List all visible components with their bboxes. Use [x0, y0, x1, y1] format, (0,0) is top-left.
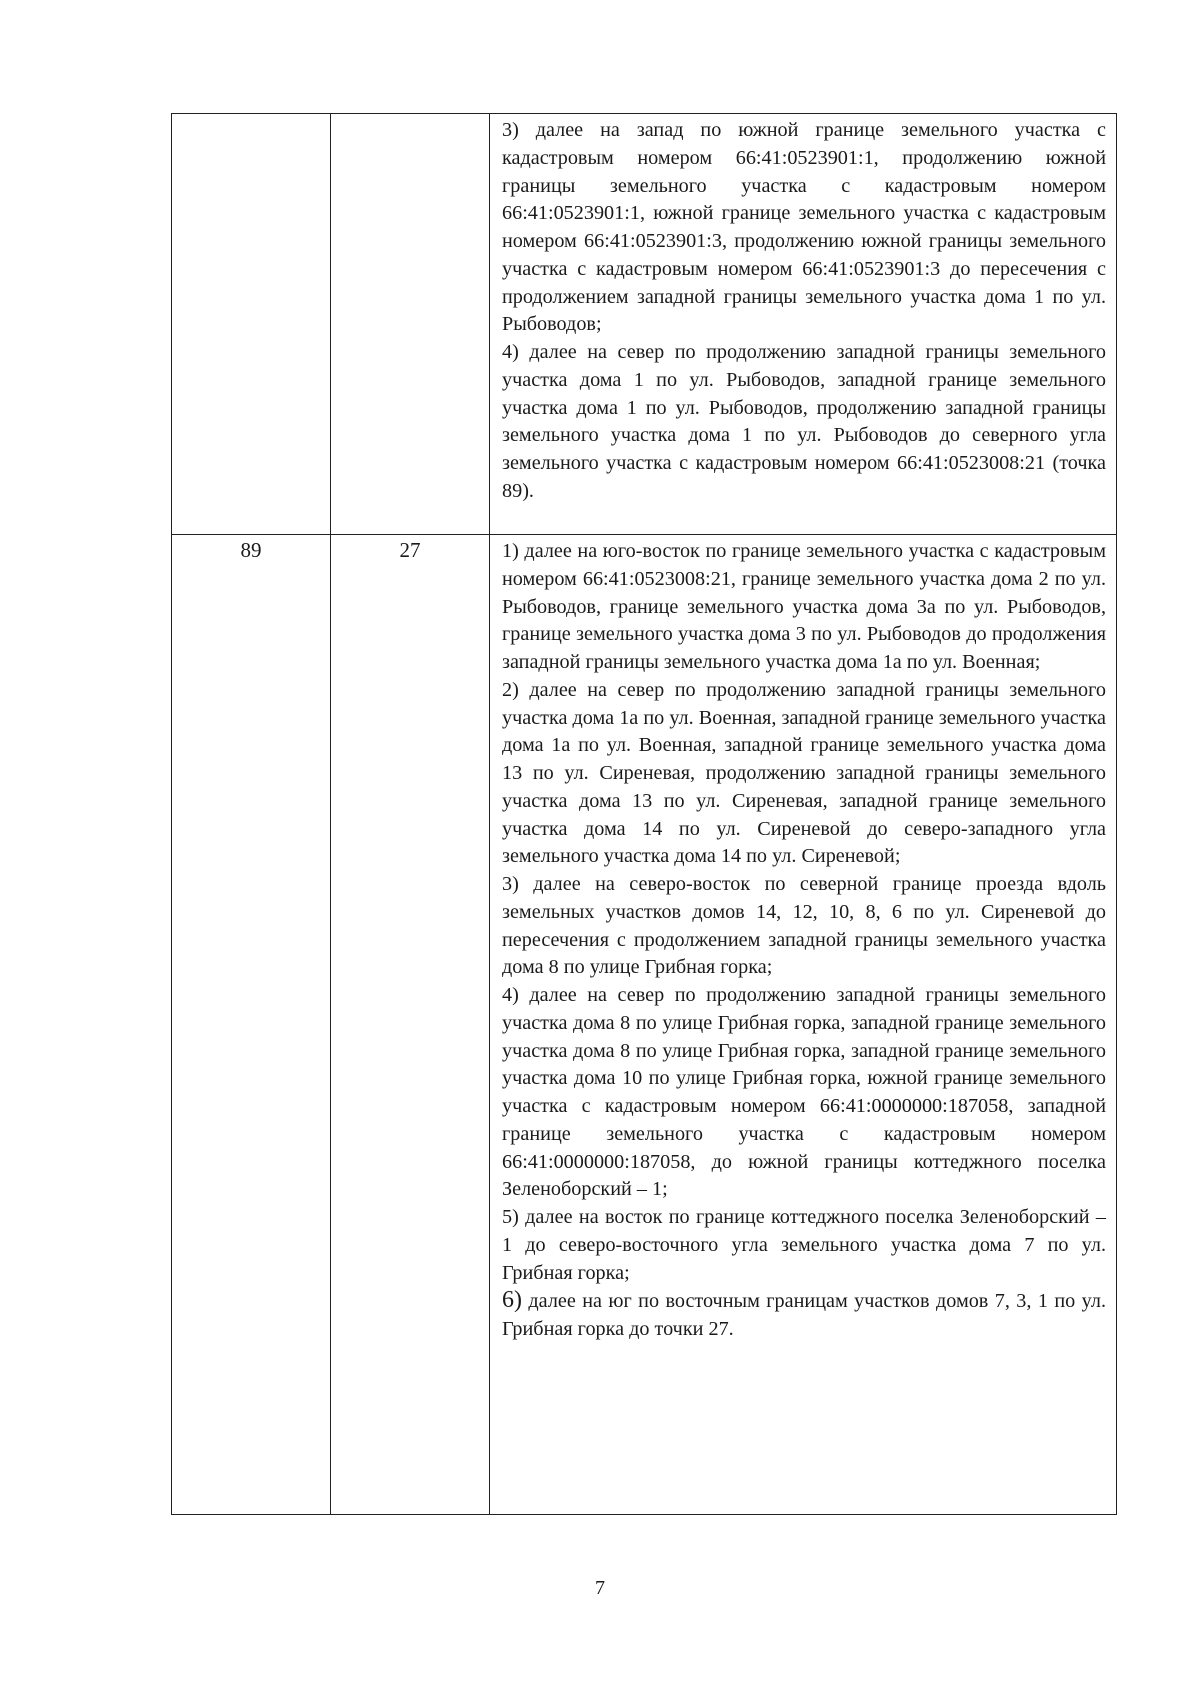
table-row — [172, 535, 1117, 1515]
description-text — [490, 114, 1116, 506]
description-paragraph: 5) далее на восток по границе коттеджного поселка Зеленоборский – 1 до северо-восточного угла земельного участка дома 7 по ул. Грибная горка; — [502, 1206, 1106, 1284]
boundary-table — [171, 113, 1117, 1515]
description-paragraph: 3) далее на северо-восток по северной границе проезда вдоль земельных участков домов 14, 12, 10, 8, 6 по ул. Сиреневой до пересечения с продолжением западной границы земельного участка дома 8 по улице Грибная горка; — [502, 873, 1106, 979]
description-text — [490, 535, 1116, 1344]
start-point-cell — [172, 114, 331, 535]
end-point-cell — [331, 114, 490, 535]
page-number: 7 — [595, 1577, 605, 1599]
description-paragraph: 2) далее на север по продолжению западной границы земельного участка дома 1а по ул. Военная, западной границе земельного участка дома 1а по ул. Военная, западной границе земельного участка дома 13 по ул. Сиреневая, продолжению западной границы земельного участка дома 13 по ул. Сиреневая, западной границе земельного участка дома 14 по ул. Сиреневой до северо-западного угла земельного участка дома 14 по ул. Сиреневой; — [502, 678, 1106, 868]
table-row — [172, 114, 1117, 535]
paragraph-number: 6) — [502, 1287, 522, 1314]
description-paragraph: 4) далее на север по продолжению западной границы земельного участка дома 8 по улице Грибная горка, западной границе земельного участка дома 8 по улице Грибная горка, западной границе земельного участка дома 10 по улице Грибная горка, южной границе земельного участка с кадастровым номером 66:41:0000000:187058, западной границе земельного участка с кадастровым номером 66:41:0000000:187058, до южной границы коттеджного поселка Зеленоборский – 1; — [502, 984, 1106, 1201]
description-paragraph: 3) далее на запад по южной границе земельного участка с кадастровым номером 66:41:0523901:1, продолжению южной границы земельного участка с кадастровым номером 66:41:0523901:1, южной границе земельного участка с кадастровым номером 66:41:0523901:3, продолжению южной границы земельного участка с кадастровым номером 66:41:0523901:3 до пересечения с продолжением западной границы земельного участка дома 1 по ул. Рыбоводов; — [502, 119, 1106, 336]
start-point-cell: 89 — [172, 535, 331, 1515]
description-paragraph: 1) далее на юго-восток по границе земельного участка с кадастровым номером 66:41:0523008:21, границе земельного участка дома 2 по ул. Рыбоводов, границе земельного участка дома 3а по ул. Рыбоводов, границе земельного участка дома 3 по ул. Рыбоводов до продолжения западной границы земельного участка дома 1а по ул. Военная; — [502, 540, 1106, 673]
description-cell — [490, 535, 1117, 1515]
description-paragraph — [502, 1287, 1106, 1344]
end-point-cell: 27 — [331, 535, 490, 1515]
paragraph-text: далее на юг по восточным границам участков домов 7, 3, 1 по ул. Грибная горка до точки 27. — [502, 1290, 1106, 1340]
description-cell — [490, 114, 1117, 535]
description-paragraph: 4) далее на север по продолжению западной границы земельного участка дома 1 по ул. Рыбоводов, западной границе земельного участка дома 1 по ул. Рыбоводов, продолжению западной границы земельного участка дома 1 по ул. Рыбоводов до северного угла земельного участка с кадастровым номером 66:41:0523008:21 (точка 89). — [502, 341, 1106, 502]
